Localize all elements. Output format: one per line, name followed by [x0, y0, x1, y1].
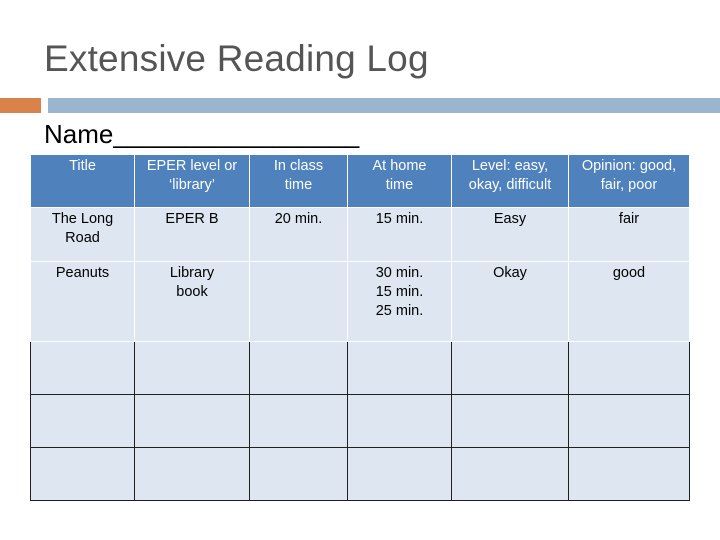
column-header [31, 155, 135, 208]
cell-text-line: 30 min. [375, 265, 424, 281]
cell-text-line: 20 min. [274, 211, 323, 227]
column-header [452, 155, 569, 208]
cell-text-line: 25 min. [375, 303, 424, 319]
column-header [569, 155, 690, 208]
table-row [31, 262, 690, 342]
blank-cell [31, 448, 135, 501]
cell-text-line: Road [65, 230, 100, 246]
cell-text-line: At home [372, 158, 427, 174]
table-cell [250, 262, 348, 342]
blank-cell [250, 342, 348, 395]
cell-text-line: fair, poor [600, 177, 658, 193]
blank-cell [348, 342, 452, 395]
cell-text-line: book [176, 284, 208, 300]
blank-cell [135, 342, 250, 395]
cell-text-line: good [612, 265, 646, 281]
table-cell [348, 262, 452, 342]
cell-text-line: The Long [51, 211, 114, 227]
cell-text-line: time [385, 177, 414, 193]
table-cell [569, 208, 690, 262]
name-field-label: Name_________________ [44, 119, 360, 149]
cell-text-line: Library [169, 265, 215, 281]
table-cell [135, 208, 250, 262]
reading-log-table [30, 154, 690, 501]
accent-bar-orange [0, 98, 41, 113]
blank-cell [569, 448, 690, 501]
blank-cell [250, 448, 348, 501]
table-cell [452, 208, 569, 262]
table-cell [31, 262, 135, 342]
cell-text-line: time [284, 177, 313, 193]
cell-text-line: Level: easy, [471, 158, 549, 174]
blank-table-row [31, 342, 690, 395]
cell-text-line: fair [618, 211, 640, 227]
blank-cell [569, 395, 690, 448]
column-header [348, 155, 452, 208]
table-cell [135, 262, 250, 342]
cell-text-line: okay, difficult [468, 177, 552, 193]
table-row [31, 208, 690, 262]
blank-cell [348, 395, 452, 448]
cell-text-line: ‘library’ [169, 177, 215, 193]
accent-bar-blue [48, 98, 720, 113]
blank-table-row [31, 395, 690, 448]
blank-table-row [31, 448, 690, 501]
table-cell [348, 208, 452, 262]
blank-cell [452, 342, 569, 395]
blank-cell [250, 395, 348, 448]
cell-text-line: Peanuts [55, 265, 110, 281]
table-cell [31, 208, 135, 262]
cell-text-line: Title [69, 158, 96, 174]
column-header [135, 155, 250, 208]
cell-text-line: Easy [493, 211, 527, 227]
table-cell [452, 262, 569, 342]
cell-text-line: In class [273, 158, 324, 174]
cell-text-line: Okay [493, 265, 527, 281]
table-cell [569, 262, 690, 342]
blank-cell [569, 342, 690, 395]
table-cell [250, 208, 348, 262]
cell-text-line: EPER B [165, 211, 219, 227]
blank-cell [452, 395, 569, 448]
slide-title: Extensive Reading Log [44, 38, 429, 79]
column-header [250, 155, 348, 208]
cell-text-line: EPER level or [146, 158, 238, 174]
cell-text-line: 15 min. [375, 284, 424, 300]
blank-cell [135, 395, 250, 448]
cell-text-line: 15 min. [375, 211, 424, 227]
blank-cell [31, 395, 135, 448]
blank-cell [135, 448, 250, 501]
blank-cell [31, 342, 135, 395]
blank-cell [348, 448, 452, 501]
cell-text-line: Opinion: good, [581, 158, 677, 174]
table-header-row [31, 155, 690, 208]
blank-cell [452, 448, 569, 501]
